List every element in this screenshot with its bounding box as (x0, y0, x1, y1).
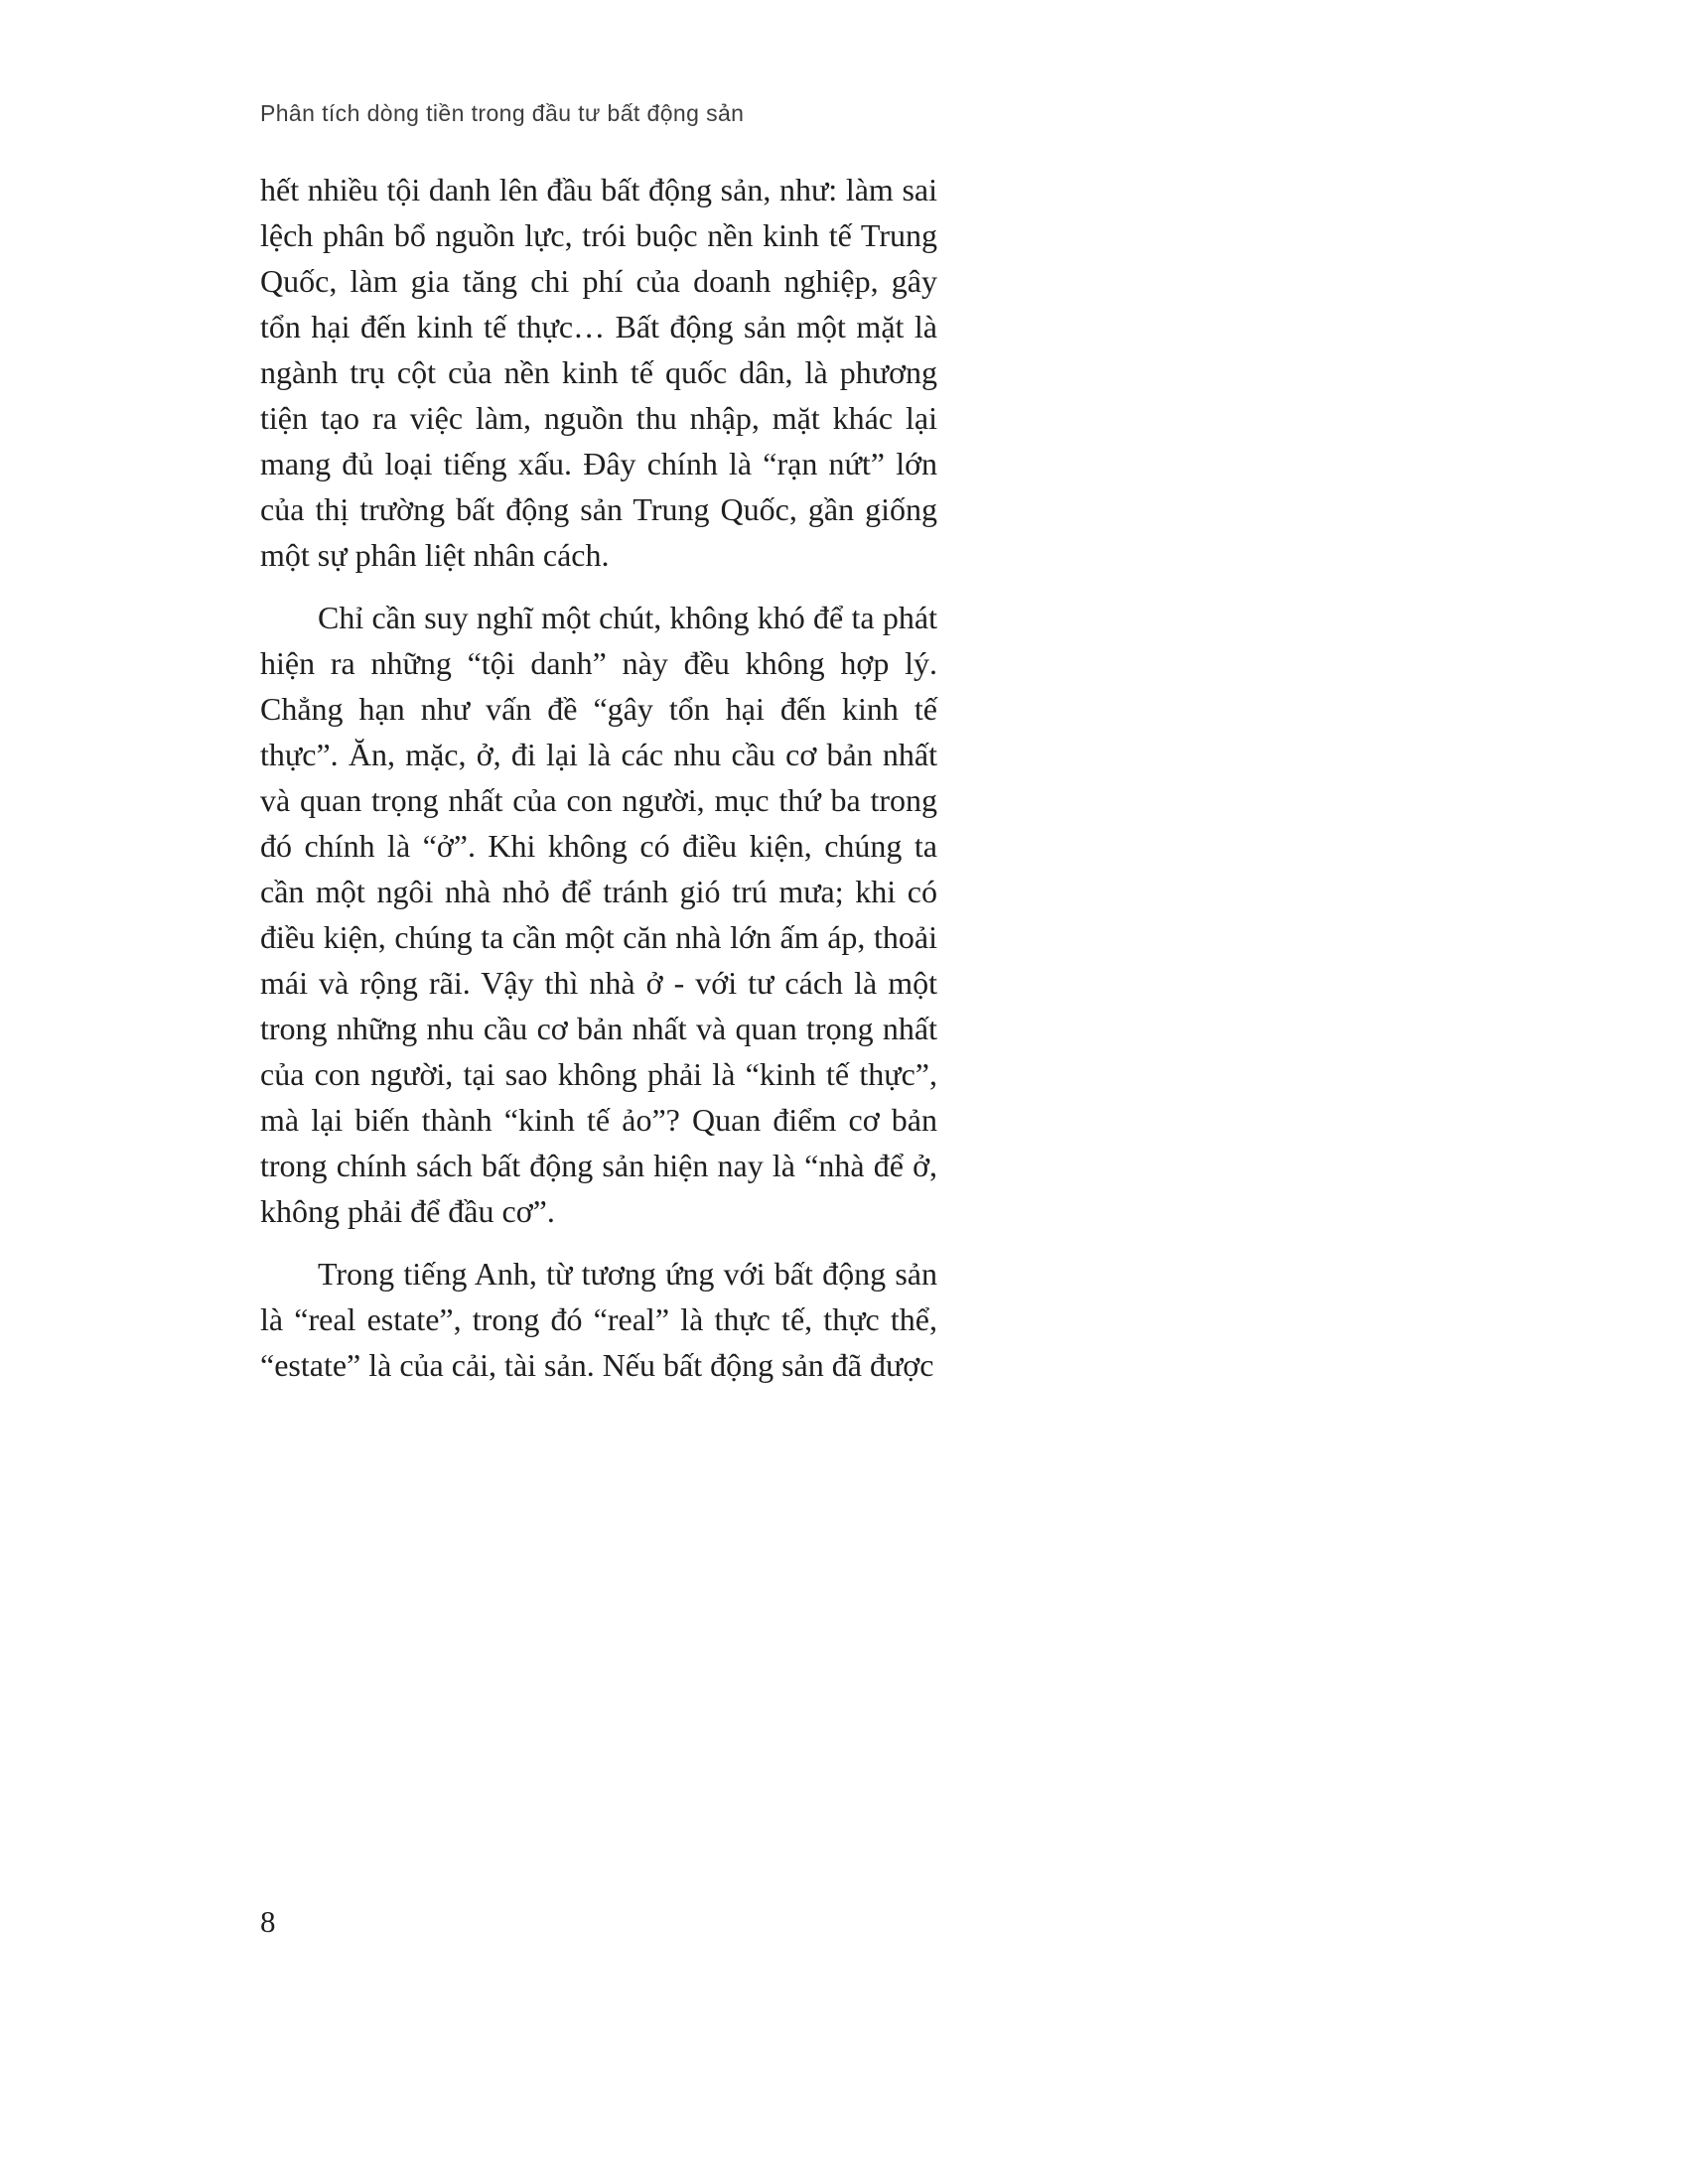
body-text (260, 167, 937, 1388)
paragraph: Chỉ cần suy nghĩ một chút, không khó để ta phát hiện ra những “tội danh” này đều không hợp lý. Chẳng hạn như vấn đề “gây tổn hại đến kinh tế thực”. Ăn, mặc, ở, đi lại là các nhu cầu cơ bản nhất và quan trọng nhất của con người, mục thứ ba trong đó chính là “ở”. Khi không có điều kiện, chúng ta cần một ngôi nhà nhỏ để tránh gió trú mưa; khi có điều kiện, chúng ta cần một căn nhà lớn ấm áp, thoải mái và rộng rãi. Vậy thì nhà ở - với tư cách là một trong những nhu cầu cơ bản nhất và quan trọng nhất của con người, tại sao không phải là “kinh tế thực”, mà lại biến thành “kinh tế ảo”? Quan điểm cơ bản trong chính sách bất động sản hiện nay là “nhà để ở, không phải để đầu cơ”. (260, 600, 937, 1229)
book-page (260, 0, 937, 1405)
page-number: 8 (260, 1904, 276, 1939)
paragraph: Trong tiếng Anh, từ tương ứng với bất động sản là “real estate”, trong đó “real” là thực tế, thực thể, “estate” là của cải, tài sản. Nếu bất động sản đã được (260, 1256, 937, 1383)
running-header: Phân tích dòng tiền trong đầu tư bất động sản (260, 100, 745, 126)
paragraph: hết nhiều tội danh lên đầu bất động sản, như: làm sai lệch phân bổ nguồn lực, trói buộc nền kinh tế Trung Quốc, làm gia tăng chi phí của doanh nghiệp, gây tổn hại đến kinh tế thực… Bất động sản một mặt là ngành trụ cột của nền kinh tế quốc dân, là phương tiện tạo ra việc làm, nguồn thu nhập, mặt khác lại mang đủ loại tiếng xấu. Đây chính là “rạn nứt” lớn của thị trường bất động sản Trung Quốc, gần giống một sự phân liệt nhân cách. (260, 172, 937, 573)
